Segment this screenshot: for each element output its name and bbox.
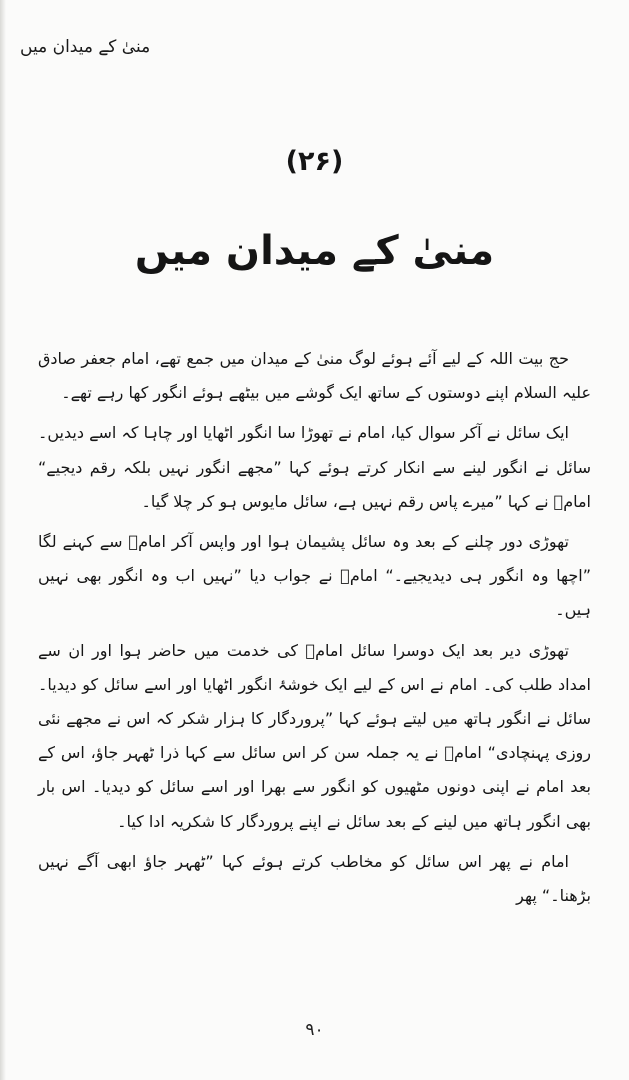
paragraph: حج بیت اللہ کے لیے آئے ہوئے لوگ منیٰ کے میدان میں جمع تھے، امام جعفر صادق علیہ السلام اپنے دوستوں کے ساتھ ایک گوشے میں بیٹھے ہوئے انگور کھا رہے تھے۔ <box>38 349 591 403</box>
paragraph: امام نے پھر اس سائل کو مخاطب کرتے ہوئے کہا ”ٹھہر جاؤ ابھی آگے نہیں بڑھنا۔“ پھر <box>38 851 591 906</box>
running-header: منیٰ کے میدان میں <box>20 37 151 57</box>
page-number: ۹۰ <box>305 1020 324 1040</box>
paragraph: تھوڑی دور چلنے کے بعد وہ سائل پشیمان ہوا اور واپس آکر امامؑ سے کہنے لگا ”اچھا وہ انگور ہی دیدیجیے۔“ امامؑ نے جواب دیا ”نہیں اب وہ انگور بھی نہیں ہیں۔ <box>38 532 591 620</box>
chapter-number: (۲۶) <box>285 146 344 177</box>
paragraph: ایک سائل نے آکر سوال کیا، امام نے تھوڑا سا انگور اٹھایا اور چاہا کہ اسے دیدیں۔ سائل نے انگور لینے سے انکار کرتے ہوئے کہا ”مجھے انگور نہیں بلکہ رقم دیجیے“ امامؑ نے کہا ”میرے پاس رقم نہیں ہے، سائل مایوس ہو کر چلا گیا۔ <box>38 423 591 511</box>
body-text <box>38 342 591 919</box>
paragraph: تھوڑی دیر بعد ایک دوسرا سائل امامؑ کی خدمت میں حاضر ہوا اور ان سے امداد طلب کی۔ امام نے اس کے لیے ایک خوشۂ انگور اٹھایا اور اسے سائل کو دیدیا۔ سائل نے انگور ہاتھ میں لیتے ہوئے کہا ”پروردگار کا ہزار شکر کہ اس نے مجھے نئی روزی پہنچادی“ امامؑ نے یہ جملہ سن کر اس سائل سے کہا ذرا ٹھہر جاؤ، اس کے بعد امام نے اپنی دونوں مٹھیوں کو انگور سے بھرا اور اسے سائل کو دیدیا۔ اس بار بھی انگور ہاتھ میں لینے کے بعد سائل نے اپنے پروردگار کا شکریہ ادا کیا۔ <box>38 640 591 831</box>
chapter-title: منیٰ کے میدان میں <box>134 228 495 274</box>
